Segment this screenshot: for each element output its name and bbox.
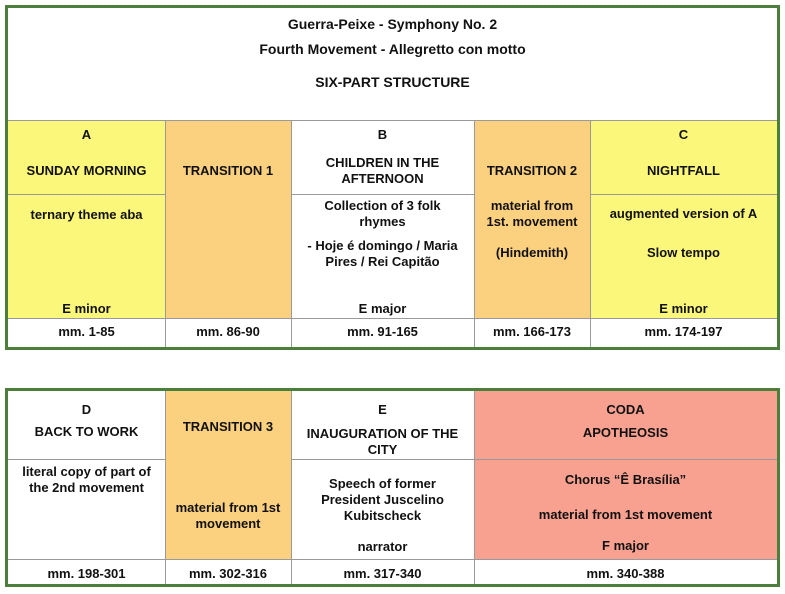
section-d-letter: D <box>81 402 92 417</box>
section-b-key: E major <box>358 301 407 316</box>
transition-2-desc-2: (Hindemith) <box>495 245 569 260</box>
title-header <box>8 8 777 120</box>
section-c-letter: C <box>678 127 689 142</box>
section-c-measures: mm. 174-197 <box>644 324 723 339</box>
section-e-extra: narrator <box>357 539 408 554</box>
section-b-letter: B <box>377 127 388 142</box>
section-b-measures: mm. 91-165 <box>347 324 418 339</box>
section-a-letter: A <box>81 127 92 142</box>
movement-subtitle: Fourth Movement - Allegretto con motto <box>259 41 526 57</box>
section-a-name: SUNDAY MORNING <box>26 163 147 178</box>
section-e-desc: Speech of former President Juscelino Kubitscheck <box>321 476 444 523</box>
section-c-name: NIGHTFALL <box>647 163 720 178</box>
section-e-name: INAUGURATION OF THE CITY <box>306 426 459 457</box>
bottom-structure-table <box>5 388 780 587</box>
divider <box>590 120 591 347</box>
section-e-measures: mm. 317-340 <box>343 566 422 581</box>
divider <box>291 459 777 460</box>
section-a-measures: mm. 1-85 <box>58 324 115 339</box>
divider <box>291 120 292 347</box>
coda-name: CODA <box>606 402 645 417</box>
section-e-letter: E <box>378 402 387 417</box>
section-c-desc-2: Slow tempo <box>647 245 720 260</box>
section-d-measures: mm. 198-301 <box>47 566 126 581</box>
divider <box>8 120 777 121</box>
divider <box>474 391 475 584</box>
coda-measures: mm. 340-388 <box>586 566 665 581</box>
divider <box>590 194 777 195</box>
section-b-desc-1: Collection of 3 folk rhymes <box>324 198 441 229</box>
divider <box>474 120 475 347</box>
transition-1 <box>165 120 291 318</box>
section-a <box>8 120 165 318</box>
section-c-desc-1: augmented version of A <box>609 206 758 221</box>
coda-desc-2: material from 1st movement <box>538 507 713 522</box>
transition-1-measures: mm. 86-90 <box>196 324 260 339</box>
transition-3 <box>165 391 291 559</box>
divider <box>8 459 165 460</box>
divider <box>291 194 474 195</box>
transition-2-desc-1: material from 1st. movement <box>486 198 578 229</box>
top-structure-table <box>5 5 780 350</box>
transition-2-measures: mm. 166-173 <box>492 324 572 339</box>
section-d-desc: literal copy of part of the 2nd movement <box>22 464 151 495</box>
structure-heading: SIX-PART STRUCTURE <box>315 74 470 90</box>
transition-2-name: TRANSITION 2 <box>486 163 578 178</box>
section-c-key: E minor <box>659 301 708 316</box>
transition-2 <box>474 120 590 318</box>
section-d-name: BACK TO WORK <box>34 424 139 439</box>
transition-1-name: TRANSITION 1 <box>182 163 274 178</box>
divider <box>8 559 777 560</box>
symphony-title: Guerra-Peixe - Symphony No. 2 <box>287 16 498 32</box>
section-b-name: CHILDREN IN THE AFTERNOON <box>325 155 440 186</box>
section-a-desc: ternary theme aba <box>30 207 143 222</box>
divider <box>8 318 777 319</box>
coda-key: F major <box>602 538 649 553</box>
section-b-desc-2: - Hoje é domingo / Maria Pires / Rei Capitão <box>307 238 458 269</box>
transition-3-desc: material from 1st movement <box>175 500 281 531</box>
section-d <box>8 391 165 559</box>
section-b <box>291 120 474 318</box>
divider <box>291 391 292 584</box>
section-coda <box>474 391 777 559</box>
coda-desc-1: Chorus “Ê Brasília” <box>564 472 687 487</box>
divider <box>165 391 166 584</box>
section-e <box>291 391 474 559</box>
divider <box>165 120 166 347</box>
section-a-key: E minor <box>62 301 111 316</box>
coda-name-2: APOTHEOSIS <box>582 425 669 440</box>
divider <box>8 194 165 195</box>
transition-3-name: TRANSITION 3 <box>182 419 274 434</box>
transition-3-measures: mm. 302-316 <box>188 566 268 581</box>
section-c <box>590 120 777 318</box>
